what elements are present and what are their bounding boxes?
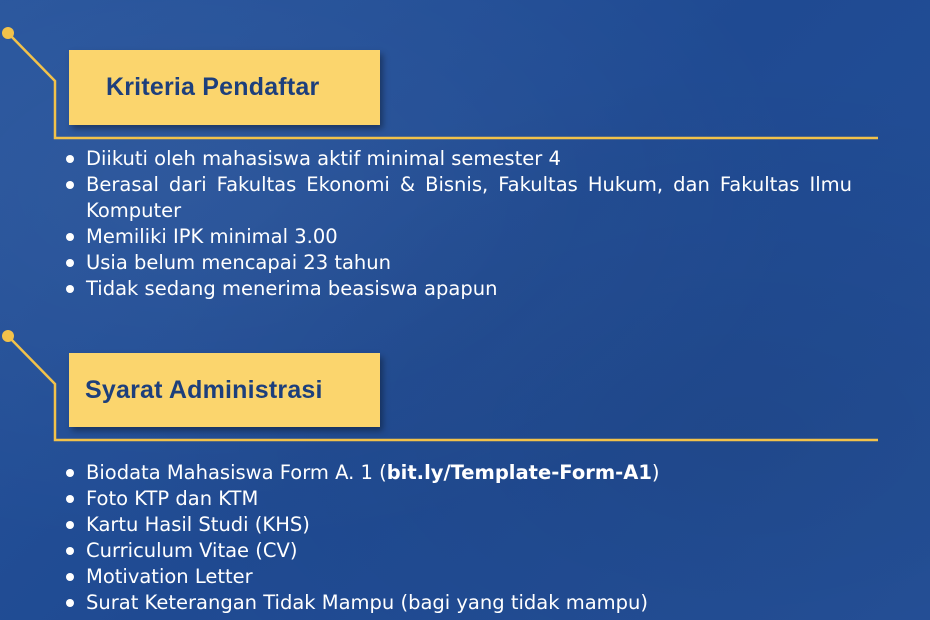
form-template-link[interactable]: bit.ly/Template-Form-A1 (386, 461, 652, 484)
section-heading-kriteria: Kriteria Pendaftar (106, 73, 320, 101)
list-item: Berasal dari Fakultas Ekonomi & Bisnis, Fakultas Hukum, dan Fakultas Ilmu Komputer (62, 172, 852, 224)
list-item: Foto KTP dan KTM (62, 486, 882, 512)
list-item-text: Biodata Mahasiswa Form A. 1 ( (86, 461, 387, 484)
list-item: Surat Keterangan Tidak Mampu (bagi yang tidak mampu) (62, 590, 882, 616)
list-item: Tidak sedang menerima beasiswa apapun (62, 276, 852, 302)
list-item: Memiliki IPK minimal 3.00 (62, 224, 852, 250)
section-heading-box-syarat (69, 353, 380, 427)
list-item (62, 460, 882, 486)
section-heading-box-kriteria (69, 50, 380, 125)
syarat-list (62, 460, 882, 616)
list-item: Motivation Letter (62, 564, 882, 590)
list-item: Usia belum mencapai 23 tahun (62, 250, 852, 276)
list-item: Curriculum Vitae (CV) (62, 538, 882, 564)
kriteria-list (62, 146, 852, 302)
list-item: Diikuti oleh mahasiswa aktif minimal semester 4 (62, 146, 852, 172)
list-item-text: ) (651, 461, 660, 484)
section-heading-syarat: Syarat Administrasi (85, 375, 323, 404)
list-item: Kartu Hasil Studi (KHS) (62, 512, 882, 538)
